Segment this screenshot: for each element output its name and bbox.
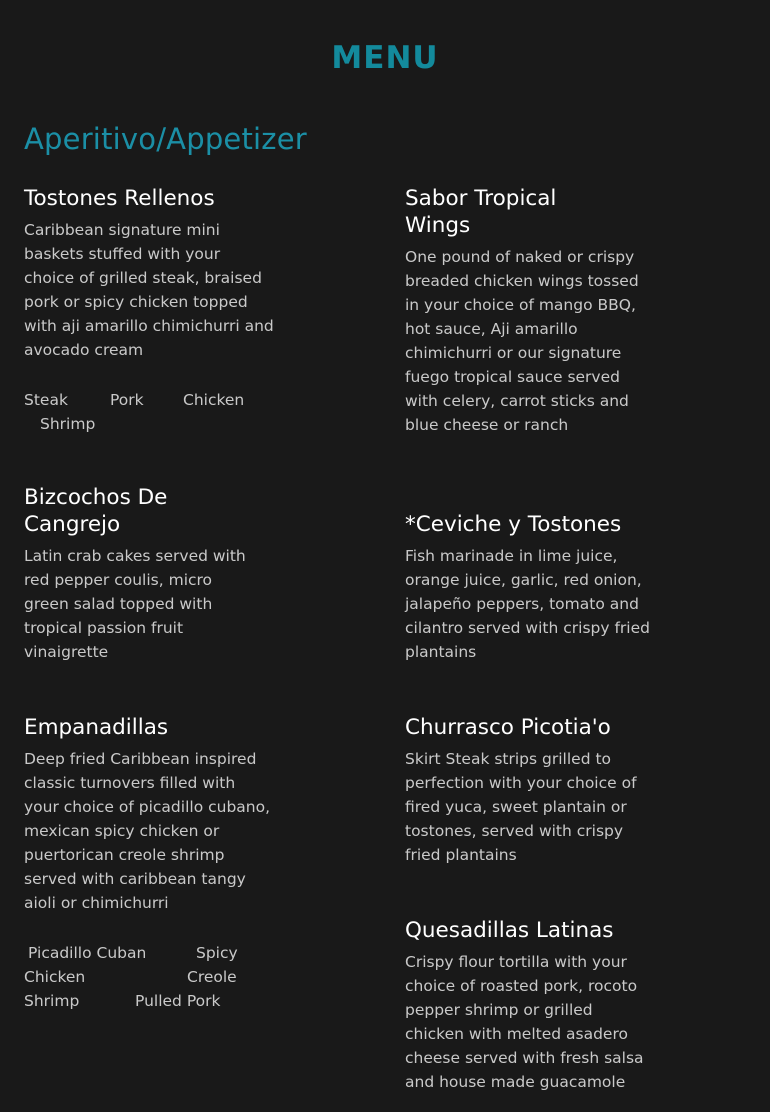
menu-item-bizcochos-de-cangrejo [24, 484, 264, 664]
menu-item-name: Sabor Tropical Wings [405, 186, 557, 238]
menu-item-name: *Ceviche y Tostones [405, 512, 622, 537]
menu-item-name: Tostones Rellenos [24, 186, 215, 211]
menu-item-description: Caribbean signature mini baskets stuffed with your choice of grilled steak, braised pork or spicy chicken topped with aji amarillo chimichurri and avocado cream [24, 221, 274, 359]
empanadillas-options [24, 941, 284, 1013]
menu-item-description: Fish marinade in lime juice, orange juice, garlic, red onion, jalapeño peppers, tomato and cilantro served with crispy fried plantains [405, 547, 650, 661]
menu-item-name: Bizcochos De Cangrejo [24, 485, 168, 537]
option-shrimp: Shrimp [40, 415, 96, 433]
menu-item-ceviche-y-tostones [405, 511, 655, 664]
menu-item-description: Crispy flour tortilla with your choice of roasted pork, rocoto pepper shrimp or grilled chicken with melted asadero cheese served with fresh salsa and house made guacamole [405, 953, 644, 1091]
menu-item-description: Latin crab cakes served with red pepper coulis, micro green salad topped with tropical passion fruit vinaigrette [24, 547, 246, 661]
menu-item-name: Quesadillas Latinas [405, 918, 614, 943]
option-pork: Pork [110, 391, 144, 409]
option-picadillo-cuban: Picadillo Cuban [28, 944, 147, 962]
menu-item-description: One pound of naked or crispy breaded chicken wings tossed in your choice of mango BBQ, hot sauce, Aji amarillo chimichurri or our signature fuego tropical sauce served with celery, carrot sticks and blue cheese or ranch [405, 248, 639, 434]
option-chicken: Chicken [183, 391, 245, 409]
menu-item-tostones-rellenos [24, 185, 274, 362]
menu-item-description: Skirt Steak strips grilled to perfection with your choice of fired yuca, sweet plantain or tostones, served with crispy fried plantains [405, 750, 637, 864]
option-shrimp: Shrimp [24, 992, 80, 1010]
menu-item-name: Churrasco Picotia'o [405, 715, 611, 740]
option-chicken: Chicken [24, 968, 86, 986]
section-title-appetizer: Aperitivo/Appetizer [24, 122, 307, 156]
menu-item-quesadillas-latinas [405, 917, 655, 1094]
menu-item-churrasco-picotiao [405, 714, 655, 867]
option-pulled-pork: Pulled Pork [135, 992, 221, 1010]
menu-item-name: Empanadillas [24, 715, 169, 740]
menu-title: MENU [331, 40, 439, 76]
menu-item-empanadillas [24, 714, 274, 915]
option-steak: Steak [24, 391, 68, 409]
menu-item-sabor-tropical-wings [405, 185, 655, 437]
option-creole: Creole [187, 968, 237, 986]
option-spicy: Spicy [196, 944, 238, 962]
menu-item-description: Deep fried Caribbean inspired classic turnovers filled with your choice of picadillo cubano, mexican spicy chicken or puertorican creole shrimp served with caribbean tangy aioli or chimichurri [24, 750, 271, 912]
tostones-options [24, 388, 284, 436]
